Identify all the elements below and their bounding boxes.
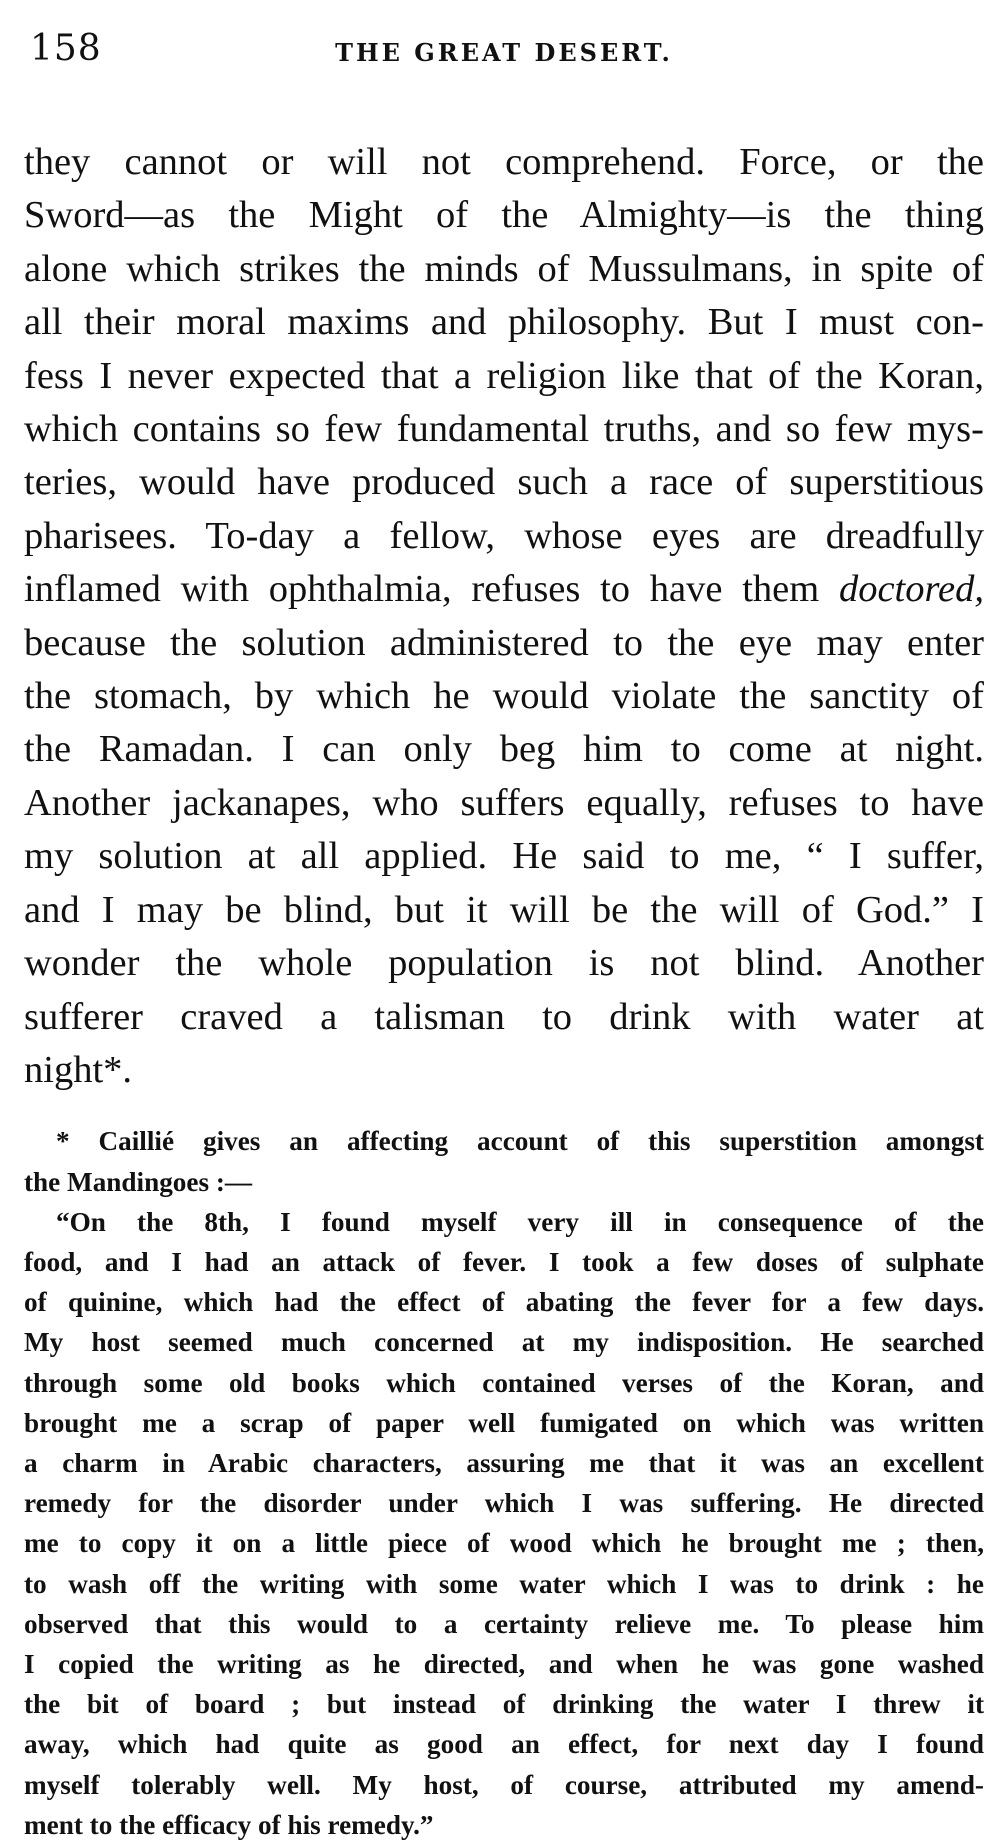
body-line: the Ramadan. I can only beg him to come at night. — [24, 728, 984, 771]
body-line: Sword—as the Might of the Almighty—is the thing — [24, 194, 984, 237]
body-text — [24, 136, 984, 1097]
body-line-last: night*. — [24, 1048, 133, 1091]
footnote-line: to wash off the writing with some water which I was to drink : he — [24, 1568, 984, 1599]
footnote-line: food, and I had an attack of fever. I took a few doses of sulphate — [24, 1246, 984, 1277]
book-page — [24, 28, 984, 1845]
body-line: they cannot or will not comprehend. Force, or the — [24, 141, 984, 183]
body-line: which contains so few fundamental truths, and so few mys- — [24, 408, 984, 451]
body-line: because the solution administered to the eye may enter — [24, 621, 984, 664]
body-line: the stomach, by which he would violate the sanctity of — [24, 675, 984, 718]
body-line: sufferer craved a talisman to drink with water at — [24, 995, 984, 1038]
footnote-line: away, which had quite as good an effect, for next day I found — [24, 1729, 984, 1760]
footnote-line: me to copy it on a little piece of wood which he brought me ; then, — [24, 1528, 984, 1559]
body-line: my solution at all applied. He said to me, “ I suffer, — [24, 835, 984, 878]
footnote-line: My host seemed much concerned at my indisposition. He searched — [24, 1327, 984, 1358]
body-line: fess I never expected that a religion like that of the Koran, — [24, 354, 984, 397]
body-line: and I may be blind, but it will be the will of God.” I — [24, 888, 984, 931]
body-line: alone which strikes the minds of Mussulmans, in spite of — [24, 247, 984, 290]
footnote-line: the bit of board ; but instead of drinking the water I threw it — [24, 1689, 984, 1720]
footnote-line: “On the 8th, I found myself very ill in consequence of the — [56, 1206, 984, 1237]
footnote-line: of quinine, which had the effect of abating the fever for a few days. — [24, 1287, 984, 1318]
footnote-line: I copied the writing as he directed, and when he was gone washed — [24, 1648, 984, 1679]
footnote-line: myself tolerably well. My host, of course, attributed my amend- — [24, 1769, 984, 1800]
footnote-line: remedy for the disorder under which I was suffering. He directed — [24, 1488, 984, 1519]
footnote-line: through some old books which contained verses of the Koran, and — [24, 1367, 984, 1398]
page-number: 158 — [30, 28, 102, 69]
footnote-line: ment to the efficacy of his remedy.” — [24, 1809, 434, 1840]
body-line: pharisees. To-day a fellow, whose eyes are dreadfully — [24, 514, 984, 557]
running-title: THE GREAT DESERT. — [335, 38, 673, 67]
footnote-line: the Mandingoes :— — [24, 1166, 253, 1197]
footnote-line: observed that this would to a certainty relieve me. To please him — [24, 1608, 984, 1639]
running-head — [24, 28, 984, 80]
footnote-line: a charm in Arabic characters, assuring me that it was an excellent — [24, 1447, 984, 1478]
body-line: wonder the whole population is not blind. Another — [24, 942, 984, 985]
body-line: Another jackanapes, who suffers equally, refuses to have — [24, 781, 984, 824]
footnote-line: * Caillié gives an affecting account of this superstition amongst — [56, 1126, 984, 1157]
footnote — [24, 1121, 984, 1845]
body-line-with-italic — [24, 563, 984, 616]
footnote-line: brought me a scrap of paper well fumigated on which was written — [24, 1407, 984, 1438]
body-line: teries, would have produced such a race of superstitious — [24, 461, 984, 504]
body-line: all their moral maxims and philosophy. But I must con- — [24, 301, 984, 344]
body-line-segment: inflamed with ophthalmia, refuses to have them — [24, 568, 820, 611]
italic-word: doctored, — [838, 568, 985, 611]
